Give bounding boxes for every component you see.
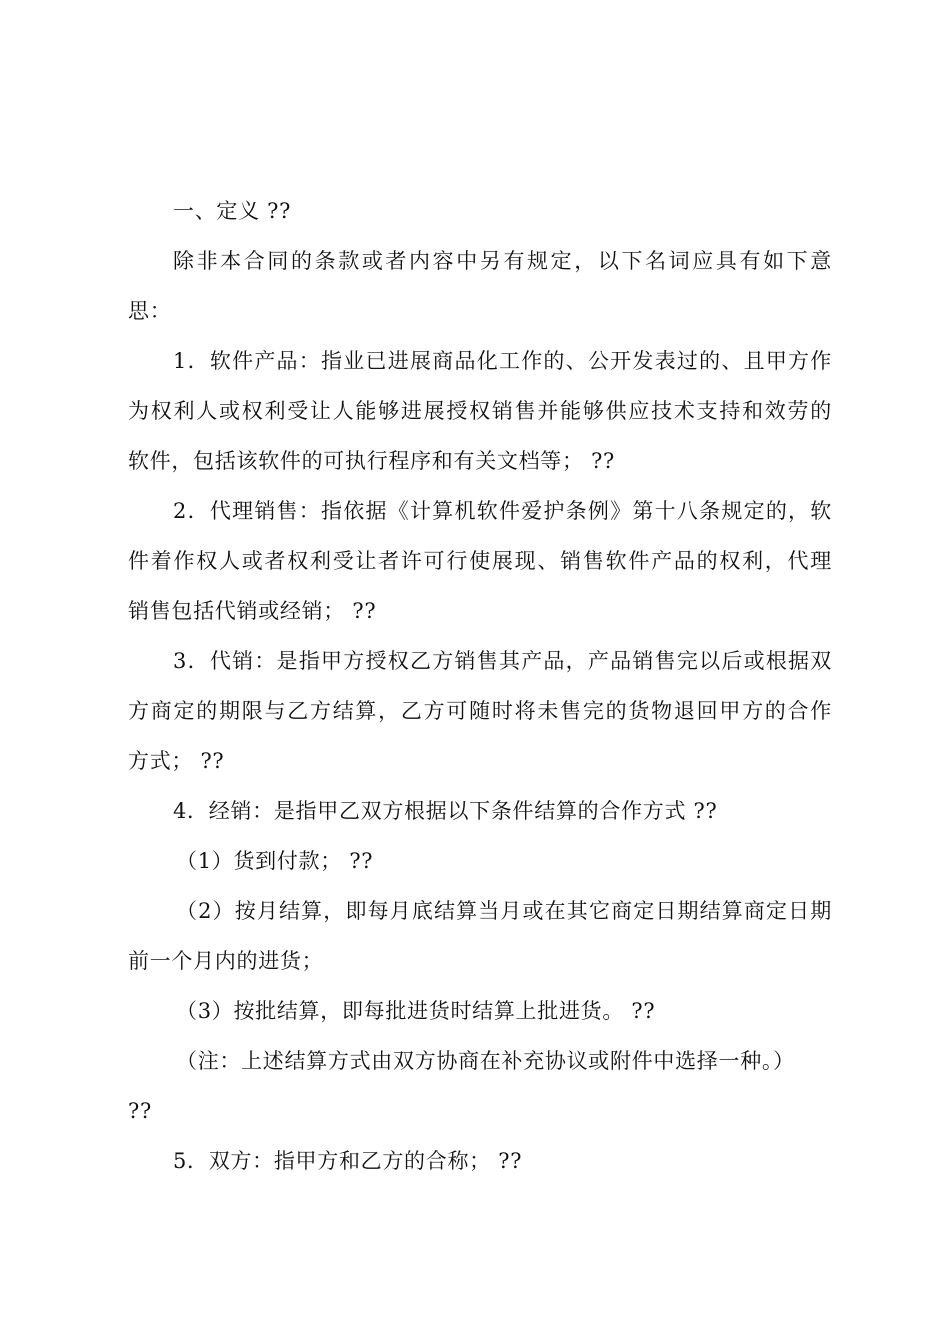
definition-item-line: 3．代销：是指甲方授权乙方销售其产品，产品销售完以后或根据双 bbox=[173, 649, 832, 673]
document-body bbox=[128, 186, 832, 1186]
note-line: ?? bbox=[128, 1099, 152, 1123]
sub-item-line: （2）按月结算，即每月底结算当月或在其它商定日期结算商定日期 bbox=[176, 899, 832, 923]
sub-item-line: （1）货到付款； ?? bbox=[176, 849, 374, 873]
section-heading: 一、定义 ?? bbox=[173, 199, 292, 223]
intro-paragraph-line: 思： bbox=[128, 299, 172, 323]
definition-item-line: 1．软件产品：指业已进展商品化工作的、公开发表过的、且甲方作 bbox=[173, 349, 832, 373]
intro-paragraph-line: 除非本合同的条款或者内容中另有规定，以下名词应具有如下意 bbox=[173, 249, 832, 273]
definition-item-line: 软件，包括该软件的可执行程序和有关文档等； ?? bbox=[128, 449, 615, 473]
definition-item-line: 4．经销：是指甲乙双方根据以下条件结算的合作方式 ?? bbox=[173, 799, 718, 823]
definition-item-line: 件着作权人或者权利受让者许可行使展现、销售软件产品的权利，代理 bbox=[128, 549, 832, 573]
definition-item-line: 方商定的期限与乙方结算，乙方可随时将未售完的货物退回甲方的合作 bbox=[128, 699, 832, 723]
note-line: （注：上述结算方式由双方协商在补充协议或附件中选择一种。） bbox=[176, 1049, 795, 1073]
sub-item-line: （3）按批结算，即每批进货时结算上批进货。 ?? bbox=[176, 999, 656, 1023]
definition-item-line: 为权利人或权利受让人能够进展授权销售并能够供应技术支持和效劳的 bbox=[128, 399, 832, 423]
definition-item-line: 方式； ?? bbox=[128, 749, 225, 773]
sub-item-line: 前一个月内的进货； bbox=[128, 949, 324, 973]
definition-item-line: 销售包括代销或经销； ?? bbox=[128, 599, 377, 623]
definition-item-line: 5．双方：指甲方和乙方的合称； ?? bbox=[173, 1149, 523, 1173]
definition-item-line: 2．代理销售：指依据《计算机软件爱护条例》第十八条规定的，软 bbox=[173, 499, 832, 523]
